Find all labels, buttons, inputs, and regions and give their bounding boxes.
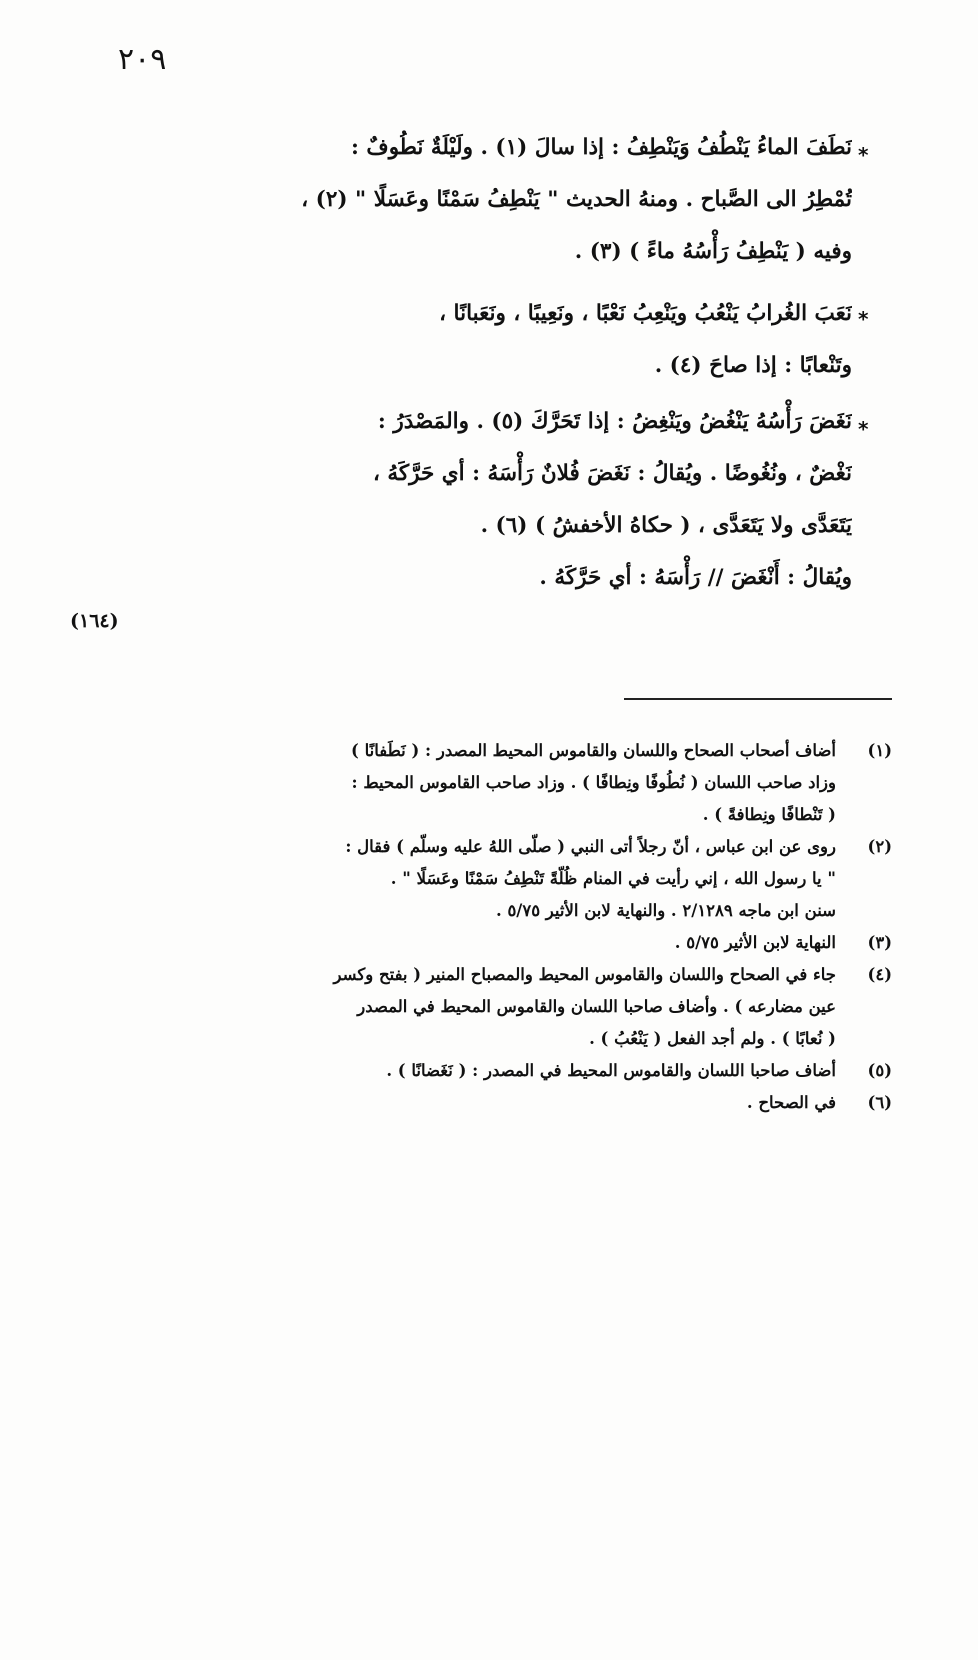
footnote-line: أضاف صاحبا اللسان والقاموس المحيط في المصدر : ( نَغَضانًا ) . (386, 1061, 836, 1080)
footnote-3 (92, 927, 892, 959)
entry-line: وتَنْعابًا : إذا صاحَ (٤) . (654, 353, 852, 378)
footnote-line: سنن ابن ماجه ٢/١٢٨٩ . والنهاية لابن الأثير ٥/٧٥ . (495, 901, 836, 920)
footnote-number: (٥) (867, 1061, 892, 1080)
footnotes (92, 735, 892, 1119)
entry-line: تُمْطِرُ الى الصَّباح . ومنهُ الحديث " يَنْطِفُ سَمْنًا وعَسَلًا " (٢) ، (301, 187, 852, 212)
footnote-line: وزاد صاحب اللسان ( نُطُوفًا ونِطافًا ) . وزاد صاحب القاموس المحيط : (351, 773, 836, 792)
footnote-line: " يا رسول الله ، إني رأيت في المنام ظُلّةً تَنْطِفُ سَمْنًا وعَسَلًا " . (390, 869, 836, 888)
page-number: ٢٠٩ (118, 42, 167, 77)
footnote-line: جاء في الصحاح واللسان والقاموس المحيط والمصباح المنير ( بفتح وكسر (333, 965, 836, 984)
footnote-number: (٣) (867, 933, 892, 952)
entry-line: نَطَفَ الماءُ يَنْطُفُ وَيَنْطِفُ : إذا سالَ (١) . ولَيْلَةٌ نَطُوفٌ : (350, 135, 852, 160)
footnote-4 (92, 959, 892, 1055)
footnote-line: أضاف أصحاب الصحاح واللسان والقاموس المحيط المصدر : ( نَطَفانًا ) (351, 741, 836, 760)
entry-line: نَعَبَ الغُرابُ يَنْعُبُ ويَنْعِبُ نَعْبًا ، ونَعِيبًا ، ونَعَبانًا ، (439, 301, 852, 326)
entry-line: نَغَضَ رَأْسُهُ يَنْغُضُ ويَنْغِضُ : إذا تَحَرَّكَ (٥) . والمَصْدَرُ : (377, 409, 852, 434)
footnote-text (92, 927, 836, 959)
dictionary-entry-naghada (140, 396, 852, 604)
footnote-number: (٦) (867, 1093, 892, 1112)
footnote-text (92, 831, 836, 927)
dictionary-entry-naaba (140, 288, 852, 392)
footnote-2 (92, 831, 892, 927)
entry-line: ويُقالُ : أَنْغَضَ // رَأْسَهُ : أي حَرَّكَهُ . (539, 565, 852, 590)
footnote-1 (92, 735, 892, 831)
footnote-line: روى عن ابن عباس ، أنّ رجلاً أتى النبي ( صلّى اللهُ عليه وسلّم ) فقال : (345, 837, 836, 856)
entry-marker: * (858, 307, 869, 331)
entry-marker: * (858, 417, 869, 441)
footnote-6 (92, 1087, 892, 1119)
footnote-line: عين مضارعه ) . وأضاف صاحبا اللسان والقاموس المحيط في المصدر (357, 997, 836, 1016)
footnote-text (92, 1055, 836, 1087)
footnote-line: في الصحاح . (746, 1093, 836, 1112)
footnote-number: (٢) (867, 837, 892, 856)
manuscript-folio-reference: (١٦٤) (70, 610, 119, 632)
footnote-text (92, 1087, 836, 1119)
footnote-line: النهاية لابن الأثير ٥/٧٥ . (674, 933, 836, 952)
footnote-line: ( تَنْطافًا ونِطافةً ) . (702, 805, 836, 824)
footnote-line: ( نُعابًا ) . ولم أجد الفعل ( يَنْعُبُ ) . (589, 1029, 836, 1048)
footnote-5 (92, 1055, 892, 1087)
footnote-divider (624, 698, 892, 700)
footnote-number: (١) (867, 741, 892, 760)
footnote-text (92, 735, 836, 831)
entry-line: نَغْضٌ ، ونُغُوضًا . ويُقالُ : نَغَضَ فُلانٌ رَأْسَهُ : أي حَرَّكَهُ ، (372, 461, 852, 486)
footnote-number: (٤) (867, 965, 892, 984)
entry-marker: * (858, 143, 869, 167)
entry-line: وفيه ( يَنْطِفُ رَأْسُهُ ماءً ) (٣) . (574, 239, 852, 264)
dictionary-entry-natafa (140, 122, 852, 278)
entry-line: يَتَعَدَّى ولا يَتَعَدَّى ، ( حكاهُ الأخفشُ ) (٦) . (480, 513, 852, 538)
footnote-text (92, 959, 836, 1055)
